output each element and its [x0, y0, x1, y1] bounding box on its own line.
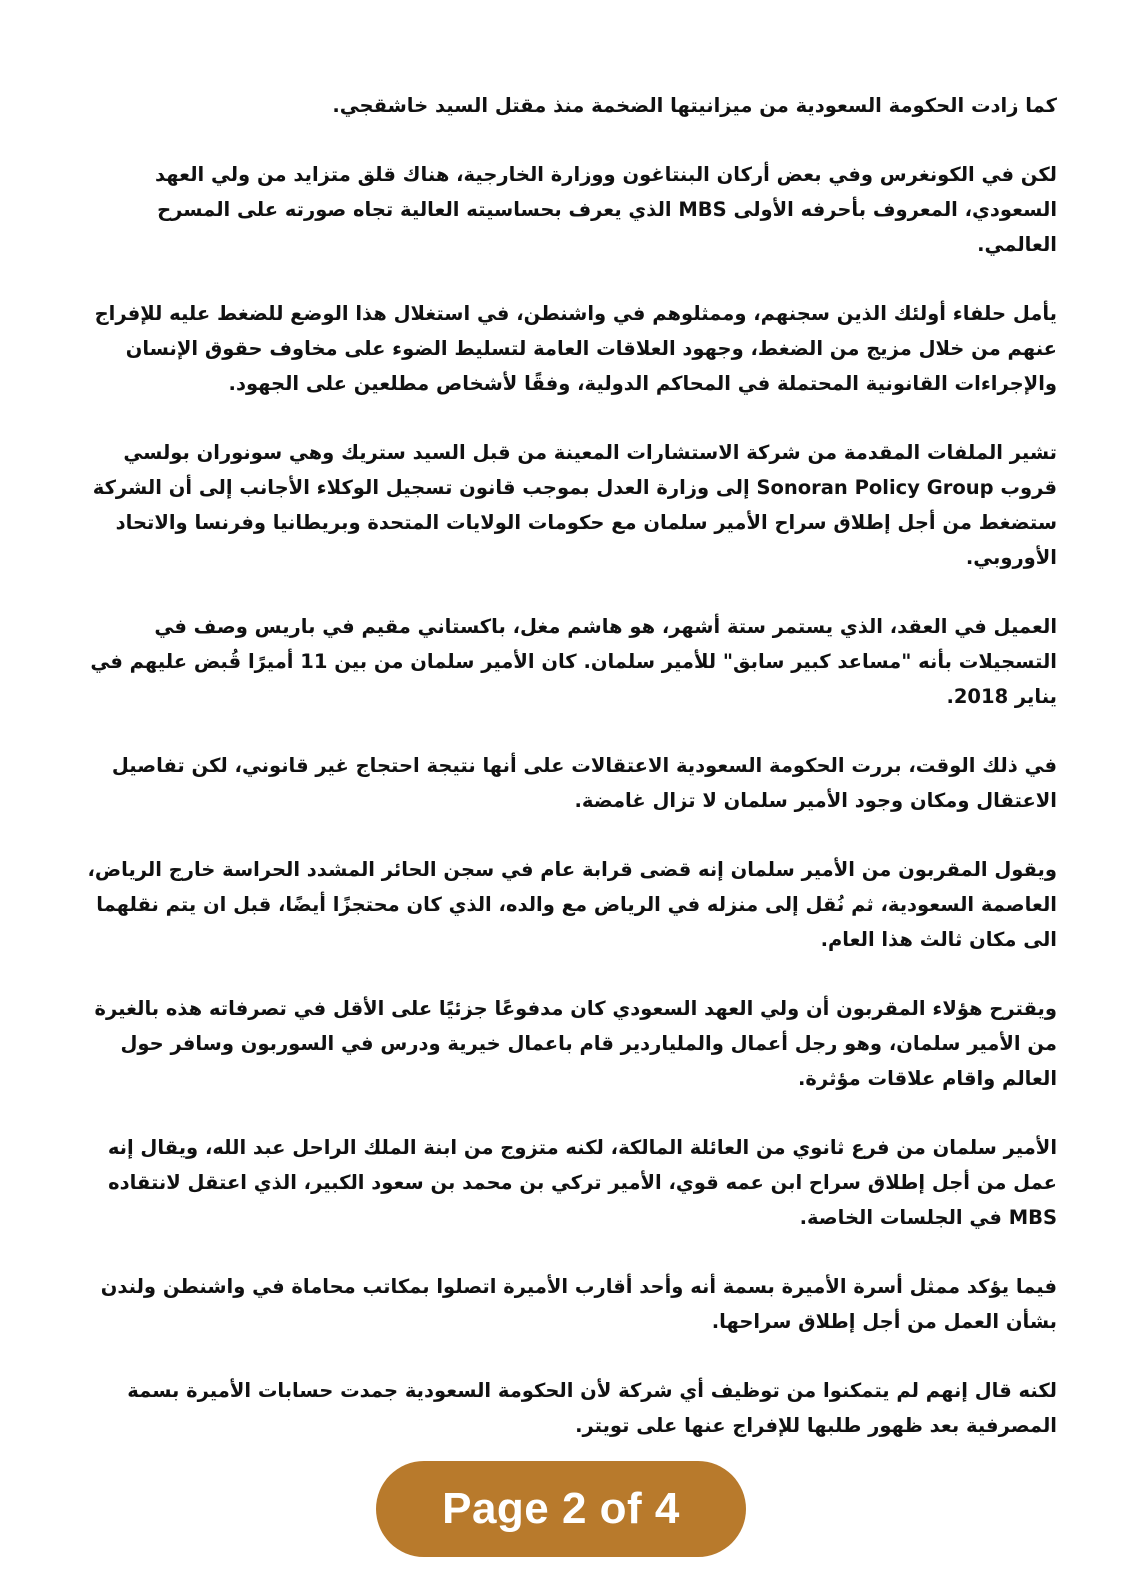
paragraph-10: فيما يؤكد ممثل أسرة الأميرة بسمة أنه وأحد أقارب الأميرة اتصلوا بمكاتب محاماة في واشنطن ولندن بشأن العمل من أجل إطلاق سراحها. [100, 1275, 1057, 1333]
paragraph-7: ويقول المقربون من الأمير سلمان إنه قضى قرابة عام في سجن الحائر المشدد الحراسة خارج الرياض، العاصمة السعودية، ثم نُقل إلى منزله في الرياض مع والده، الذي كان محتجزًا أيضًا، قبل ان يتم نقلهما الى مكان ثالث هذا العام. [87, 858, 1057, 951]
paragraph-6: في ذلك الوقت، بررت الحكومة السعودية الاعتقالات على أنها نتيجة احتجاج غير قانوني، لكن تفاصيل الاعتقال ومكان وجود الأمير سلمان لا تزال غامضة. [111, 754, 1057, 812]
paragraph-11: لكنه قال إنهم لم يتمكنوا من توظيف أي شركة لأن الحكومة السعودية جمدت حسابات الأميرة بسمة المصرفية بعد ظهور طلبها للإفراج عنها على تويتر. [127, 1379, 1057, 1437]
article-body [72, 88, 1057, 1477]
paragraph-5: العميل في العقد، الذي يستمر ستة أشهر، هو هاشم مغل، باكستاني مقيم في باريس وصف في التسجيلات بأنه "مساعد كبير سابق" للأمير سلمان. كان الأمير سلمان من بين 11 أميرًا قُبض عليهم في يناير 2018. [90, 615, 1057, 708]
page-indicator-badge [376, 1461, 746, 1557]
paragraph-8: ويقترح هؤلاء المقربون أن ولي العهد السعودي كان مدفوعًا جزئيًا على الأقل في تصرفاته هذه بالغيرة من الأمير سلمان، وهو رجل أعمال والملياردير قام باعمال خيرية ودرس في السوربون وسافر حول العالم واقام علاقات مؤثرة. [94, 997, 1057, 1090]
paragraph-3: يأمل حلفاء أولئك الذين سجنهم، وممثلوهم في واشنطن، في استغلال هذا الوضع للضغط عليه للإفراج عنهم من خلال مزيج من الضغط، وجهود العلاقات العامة لتسليط الضوء على مخاوف حقوق الإنسان والإجراءات القانونية المحتملة في المحاكم الدولية، وفقًا لأشخاص مطلعين على الجهود. [94, 302, 1057, 395]
paragraph-9: الأمير سلمان من فرع ثانوي من العائلة المالكة، لكنه متزوج من ابنة الملك الراحل عبد الله، ويقال إنه عمل من أجل إطلاق سراح ابن عمه قوي، الأمير تركي بن محمد بن سعود الكبير، الذي اعتقل لانتقاده MBS في الجلسات الخاصة. [107, 1136, 1057, 1229]
paragraph-2: لكن في الكونغرس وفي بعض أركان البنتاغون ووزارة الخارجية، هناك قلق متزايد من ولي العهد السعودي، المعروف بأحرفه الأولى MBS الذي يعرف بحساسيته العالية تجاه صورته على المسرح العالمي. [155, 163, 1057, 256]
paragraph-1: كما زادت الحكومة السعودية من ميزانيتها الضخمة منذ مقتل السيد خاشقجي. [332, 94, 1057, 117]
paragraph-4: تشير الملفات المقدمة من شركة الاستشارات المعينة من قبل السيد ستريك وهي سونوران بولسي قروب Sonoran Policy Group إلى وزارة العدل بموجب قانون تسجيل الوكلاء الأجانب إلى أن الشركة ستضغط من أجل إطلاق سراح الأمير سلمان مع حكومات الولايات المتحدة وبريطانيا وفرنسا والاتحاد الأوروبي. [92, 441, 1057, 569]
page-indicator-label: Page 2 of 4 [442, 1484, 680, 1533]
